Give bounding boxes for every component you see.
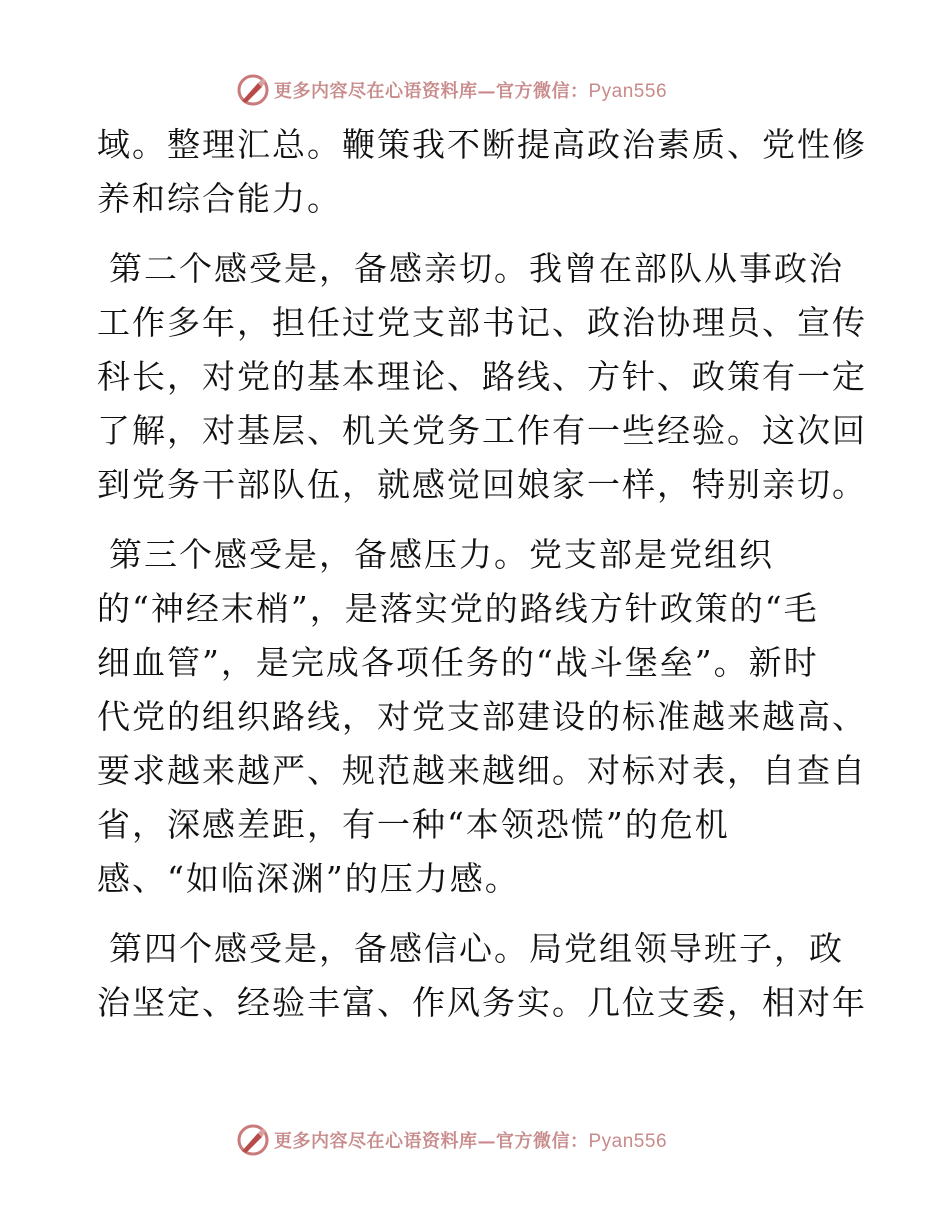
text-line: 感、“如临深渊”的压力感。 xyxy=(97,859,520,898)
text-line: 第四个感受是，备感信心。局党组领导班子，政 xyxy=(109,929,844,968)
header-watermark-banner xyxy=(236,70,667,110)
text-line: 科长，对党的基本理论、路线、方针、政策有一定 xyxy=(97,357,867,396)
paragraph-2 xyxy=(97,242,867,512)
text-line: 细血管”，是完成各项任务的“战斗堡垒”。新时 xyxy=(97,643,819,682)
text-line: 省，深感差距，有一种“本领恐慌”的危机 xyxy=(97,805,730,844)
text-line: 治坚定、经验丰富、作风务实。几位支委，相对年 xyxy=(97,983,867,1022)
paragraph-4 xyxy=(97,922,867,1030)
text-line: 要求越来越严、规范越来越细。对标对表，自查自 xyxy=(97,751,867,790)
watermark-text: 更多内容尽在心语资料库—官方微信：Pyan556 xyxy=(274,81,668,102)
text-line: 工作多年，担任过党支部书记、政治协理员、宣传 xyxy=(97,303,867,342)
document-body xyxy=(97,118,867,1046)
pen-logo-icon xyxy=(236,73,270,107)
text-line: 第三个感受是，备感压力。党支部是党组织 xyxy=(109,535,774,574)
watermark-text: 更多内容尽在心语资料库—官方微信：Pyan556 xyxy=(274,1131,668,1152)
pen-logo-icon xyxy=(236,1123,270,1157)
text-line: 域。整理汇总。鞭策我不断提高政治素质、党性修 xyxy=(97,125,867,164)
text-line: 的“神经末梢”，是落实党的路线方针政策的“毛 xyxy=(97,589,819,628)
text-line: 代党的组织路线，对党支部建设的标准越来越高、 xyxy=(97,697,867,736)
text-line: 第二个感受是，备感亲切。我曾在部队从事政治 xyxy=(109,249,844,288)
footer-watermark-banner xyxy=(236,1120,667,1160)
text-line: 了解，对基层、机关党务工作有一些经验。这次回 xyxy=(97,411,867,450)
paragraph-3 xyxy=(97,528,867,906)
text-line: 到党务干部队伍，就感觉回娘家一样，特别亲切。 xyxy=(97,465,867,504)
paragraph-1 xyxy=(97,118,867,226)
text-line: 养和综合能力。 xyxy=(97,179,342,218)
